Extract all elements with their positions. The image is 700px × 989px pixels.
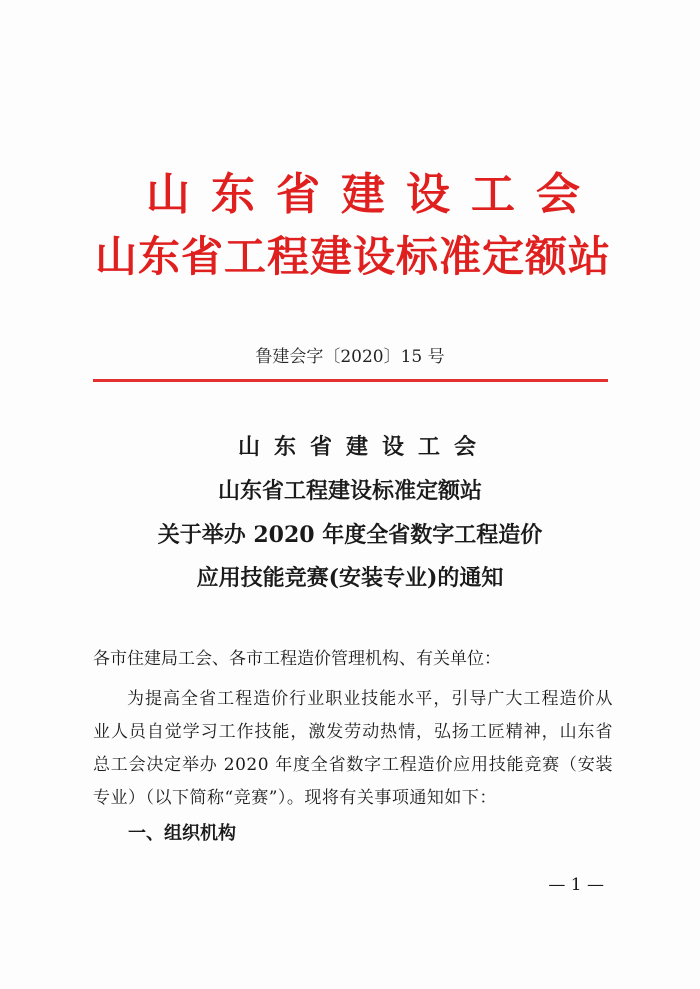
title-line-2: 山东省工程建设标准定额站	[217, 478, 482, 504]
red-separator-line	[93, 379, 608, 382]
title-line-3: 关于举办 2020 年度全省数字工程造价	[157, 522, 543, 548]
page-number: — 1 —	[548, 875, 604, 895]
issuer-header-line1: 山东省建设工会	[146, 169, 601, 220]
salutation: 各市住建局工会、各市工程造价管理机构、有关单位：	[93, 649, 501, 669]
title-line-4: 应用技能竞赛(安装专业)的通知	[196, 565, 504, 591]
body-paragraph: 为提高全省工程造价行业职业技能水平，引导广大工程造价从业人员自觉学习工作技能，激发劳动热情，弘扬工匠精神，山东省总工会决定举办 2020 年度全省数字工程造价应用技能竞赛（安装专业）（以下简称“竞赛”）。现将有关事项通知如下：	[93, 689, 613, 808]
section-heading-1: 一、组织机构	[128, 823, 236, 844]
issuer-header-line2: 山东省工程建设标准定额站	[95, 232, 612, 281]
title-line-1: 山东省建设工会	[237, 434, 490, 460]
document-number: 鲁建会字〔2020〕15 号	[255, 347, 445, 367]
